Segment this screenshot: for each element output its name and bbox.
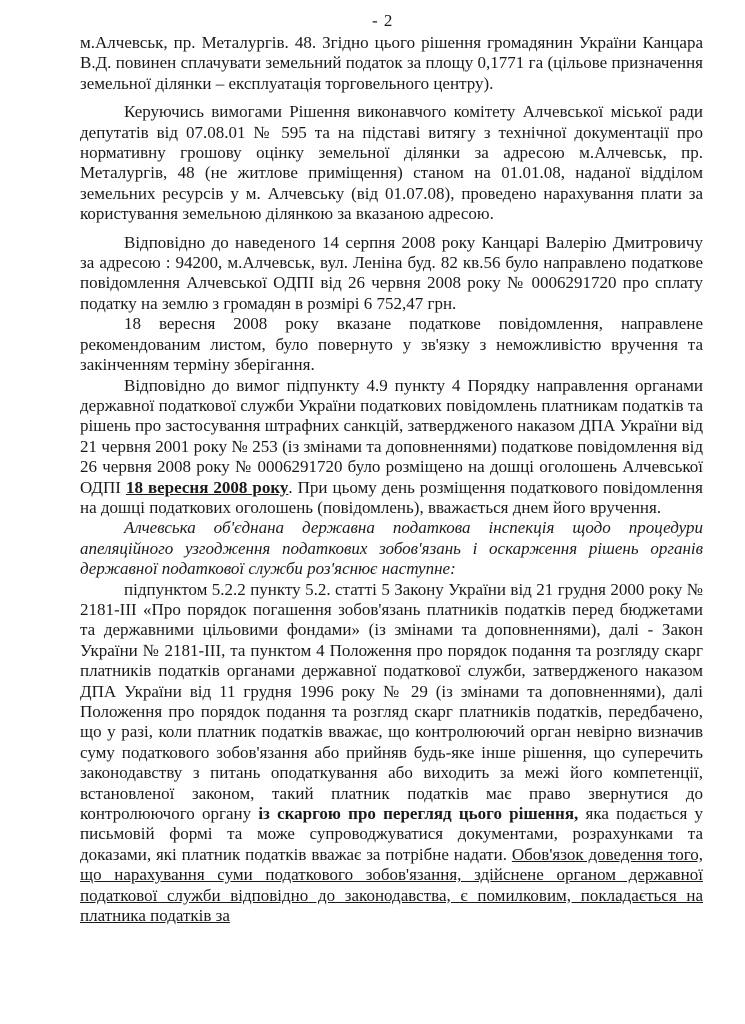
paragraph-inspection bbox=[80, 518, 703, 579]
inspection-text: Алчевська об'єднана державна податкова інспекція щодо процедури апеляційного узгодження податкових зобов'язань і оскарження рішень органів державної податкової служби bbox=[80, 518, 703, 579]
paragraph-legal-basis bbox=[80, 580, 703, 927]
document-body bbox=[80, 33, 703, 926]
paragraph-notice-posted bbox=[80, 376, 703, 519]
inspection-text-end: роз'яснює наступне: bbox=[307, 559, 456, 579]
notice-posted-text-end: . При цьому день розміщення податкового повідомлення на дошці податкових оголошень (повідомлень), вважається днем його вручення. bbox=[80, 477, 704, 517]
complaint-phrase: із скаргою про перегляд цього рішення, bbox=[258, 804, 579, 824]
paragraph-notice-returned: 18 вересня 2008 року вказане податкове повідомлення, направлене рекомендованим листом, було повернуто у зв'язку з неможливістю вручення та закінченням терміну зберігання. bbox=[80, 314, 703, 375]
notice-posted-text: Відповідно до вимог підпункту 4.9 пункту 4 Порядку направлення органами державної податкової служби України податкових повідомлень платникам податків та рішень про застосування штрафних санкцій, затвердженого наказом ДПА України від 21 червня 2001 року № 253 (із змінами та доповненнями) податкове повідомлення від 26 червня 2008 року № 0006291720 було розміщено на дошці оголошень Алчевської ОДПІ bbox=[80, 375, 703, 497]
burden-of-proof-text: Обов'язок доведення того, що нарахування суми податкового зобов'язання, здійснене органом державної податкової служби відповідно до законодавства, є помилковим, покладається на платника податків за bbox=[80, 844, 703, 926]
legal-basis-text-mid: яка подається у письмовій формі та може супроводжуватися документами, розрахунками та доказами, які платник податків вважає за потрібне надати. bbox=[80, 804, 704, 864]
posting-date: 18 вересня 2008 року bbox=[125, 477, 289, 497]
paragraph-notice-sent: Відповідно до наведеного 14 серпня 2008 року Канцарі Валерію Дмитровичу за адресою : 94200, м.Алчевськ, вул. Леніна буд. 82 кв.56 було направлено податкове повідомлення Алчевської ОДПІ від 26 червня 2008 року № 0006291720 про сплату податку на землю з громадян в розмірі 6 752,47 грн. bbox=[80, 232, 703, 313]
paragraph-intro: м.Алчевськ, пр. Металургів. 48. Згідно цього рішення громадянин України Канцара В.Д. повинен сплачувати земельний податок за площу 0,1771 га (цільове призначення земельної ділянки – експлуатація торговельного центру). bbox=[80, 33, 703, 93]
paragraph-basis: Керуючись вимогами Рішення виконавчого комітету Алчевської міської ради депутатів від 07.08.01 № 595 та на підставі витягу з технічної документації про нормативну грошову оцінку земельної ділянки за адресою м.Алчевськ, пр. Металургів, 48 (не житлове приміщення) станом на 01.01.08, наданої відділом земельних ресурсів у м. Алчевську (від 01.07.08), проведено нарахування плати за користування земельною ділянкою за вказаною адресою. bbox=[80, 102, 703, 224]
legal-basis-text: підпунктом 5.2.2 пункту 5.2. статті 5 Закону України від 21 грудня 2000 року № 2181-ІІІ «Про порядок погашення зобов'язань платників податків перед бюджетами та державними цільовими фондами» (із змінами та доповненнями), далі - Закон України № 2181-ІІІ, та пунктом 4 Положення про порядок подання та розгляду скарг платників податків органами державної податкової служби, затвердженого наказом ДПА України від 11 грудня 1996 року № 29 (із змінами та доповненнями), далі Положення про порядок подання та розгляд скарг платників податків, передбачено, що у разі, коли платник податків вважає, що контролюючий орган невірно визначив суму податкового зобов'язання або прийняв будь-яке інше рішення, що суперечить законодавству з питань оподаткування або виходить за межі його компетенції, встановленої законом, такий платник податків має право звернутися до контролюючого органу bbox=[80, 579, 703, 824]
page-number: - 2 bbox=[372, 11, 394, 30]
